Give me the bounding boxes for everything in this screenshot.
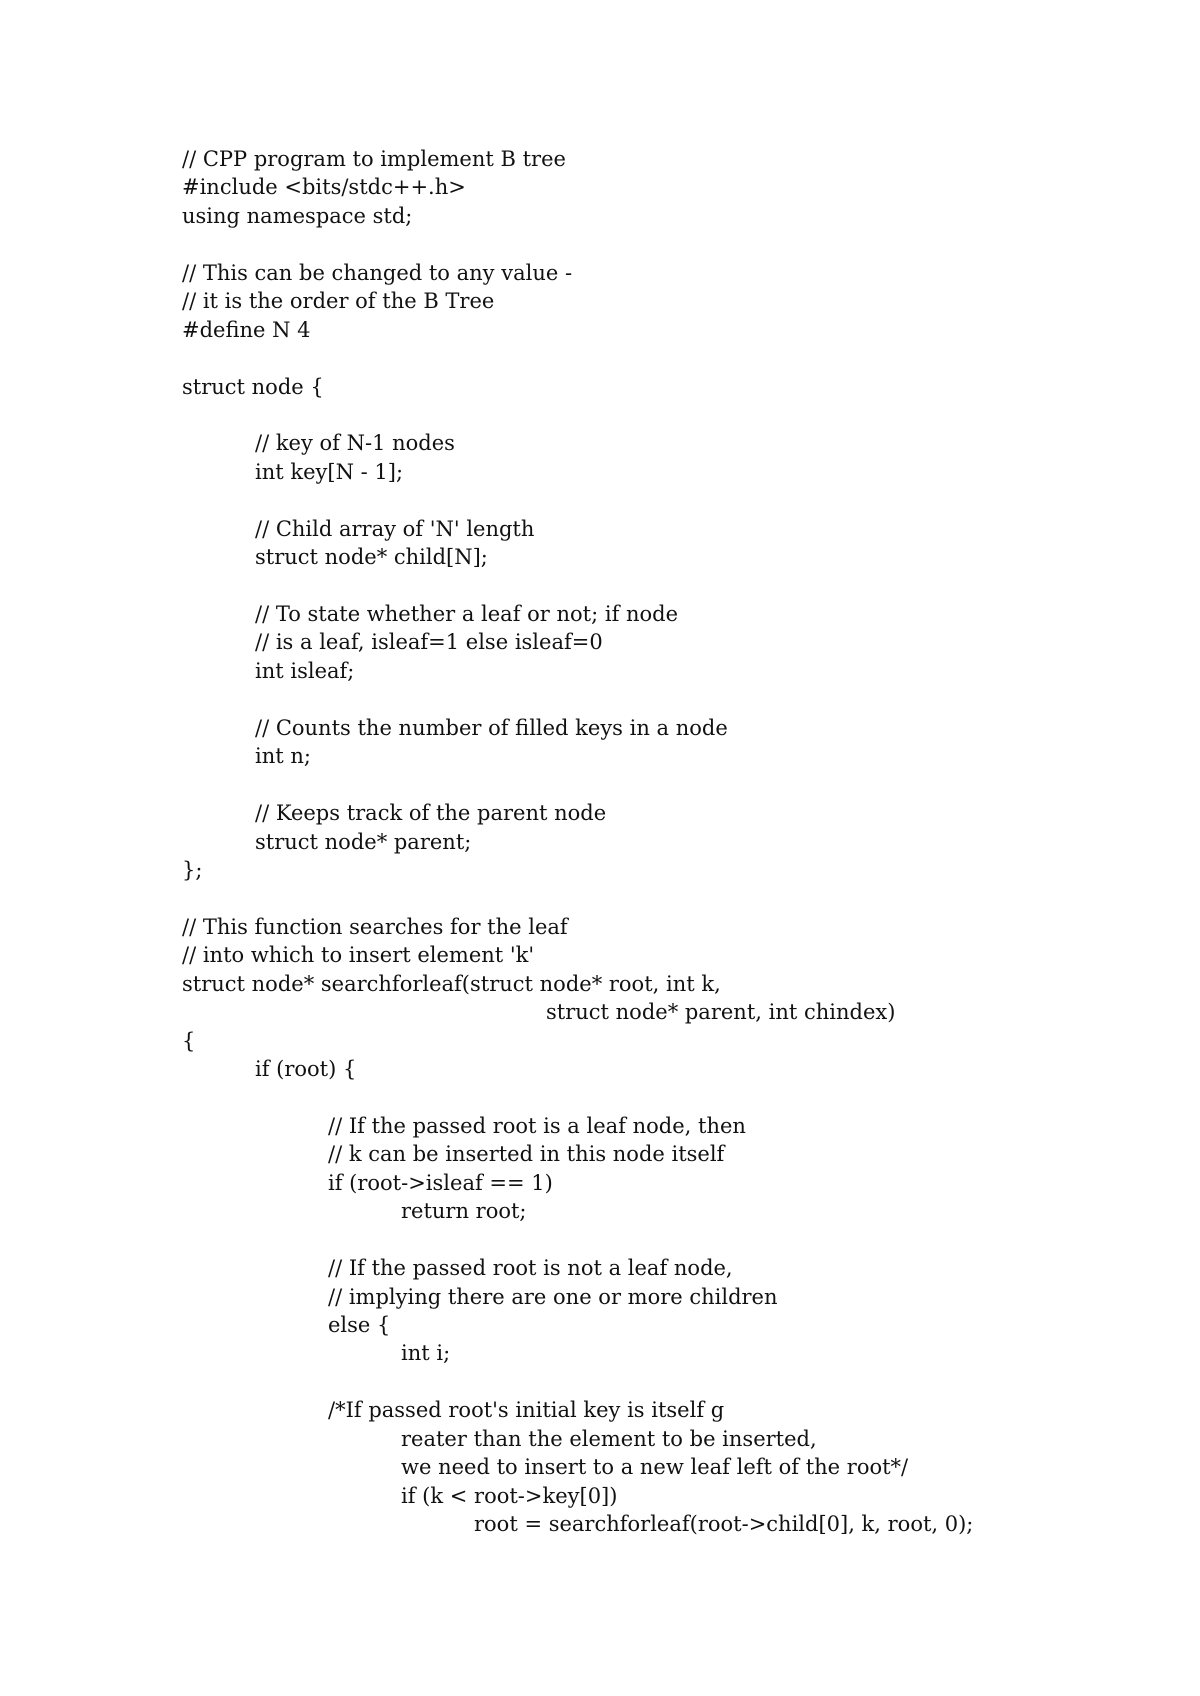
code-line: if (k < root->key[0])	[401, 1483, 618, 1508]
code-line: // This function searches for the leaf	[182, 914, 568, 939]
blank-line	[182, 572, 1142, 600]
code-line: // k can be inserted in this node itself	[328, 1142, 725, 1167]
code-line: {	[182, 1028, 196, 1053]
code-line: // implying there are one or more children	[328, 1284, 778, 1309]
blank-line	[182, 1368, 1142, 1396]
code-line: return root;	[401, 1199, 527, 1224]
code-line: struct node* searchforleaf(struct node* root, int k,	[182, 971, 721, 996]
blank-line	[182, 685, 1142, 713]
blank-line	[182, 401, 1142, 429]
code-line: };	[182, 857, 203, 882]
code-line: // is a leaf, isleaf=1 else isleaf=0	[255, 630, 603, 655]
code-line: using namespace std;	[182, 203, 413, 228]
code-line: if (root) {	[255, 1057, 357, 1081]
blank-line	[182, 884, 1142, 912]
code-line: if (root->isleaf == 1)	[328, 1170, 553, 1195]
code-line: else {	[328, 1312, 391, 1337]
code-line: // To state whether a leaf or not; if node	[255, 602, 679, 626]
code-line: // CPP program to implement B tree	[182, 147, 566, 171]
code-line: int isleaf;	[255, 658, 355, 683]
blank-line	[182, 1226, 1142, 1254]
code-line: root = searchforleaf(root->child[0], k, root, 0);	[474, 1512, 974, 1536]
code-line: struct node* parent;	[255, 829, 472, 854]
blank-line	[182, 771, 1142, 799]
code-line: /*If passed root's initial key is itself g	[328, 1398, 725, 1423]
code-line: int n;	[255, 744, 311, 769]
code-line: reater than the element to be inserted,	[401, 1426, 817, 1451]
code-line: we need to insert to a new leaf left of the root*/	[401, 1455, 909, 1480]
code-line: // Keeps track of the parent node	[255, 801, 607, 826]
code-line: #include <bits/stdc++.h>	[182, 175, 466, 200]
code-line: // it is the order of the B Tree	[182, 289, 495, 314]
code-line: // Counts the number of filled keys in a node	[255, 715, 728, 740]
code-line: int i;	[401, 1341, 451, 1366]
code-line: struct node* child[N];	[255, 545, 488, 570]
code-line: // If the passed root is not a leaf node,	[328, 1256, 733, 1281]
blank-line	[182, 486, 1142, 514]
blank-line	[182, 230, 1142, 258]
code-line: #define N 4	[182, 317, 311, 342]
code-line: // into which to insert element 'k'	[182, 943, 535, 968]
code-line: struct node* parent, int chindex)	[546, 1000, 896, 1025]
blank-line	[182, 344, 1142, 372]
code-line: // This can be changed to any value -	[182, 260, 573, 285]
code-line: struct node {	[182, 374, 324, 399]
code-line: // key of N-1 nodes	[255, 431, 455, 456]
code-line: // Child array of 'N' length	[255, 516, 535, 541]
code-listing	[182, 145, 1142, 1538]
blank-line	[182, 1083, 1142, 1111]
code-line: // If the passed root is a leaf node, then	[328, 1113, 746, 1138]
code-line: int key[N - 1];	[255, 459, 404, 484]
